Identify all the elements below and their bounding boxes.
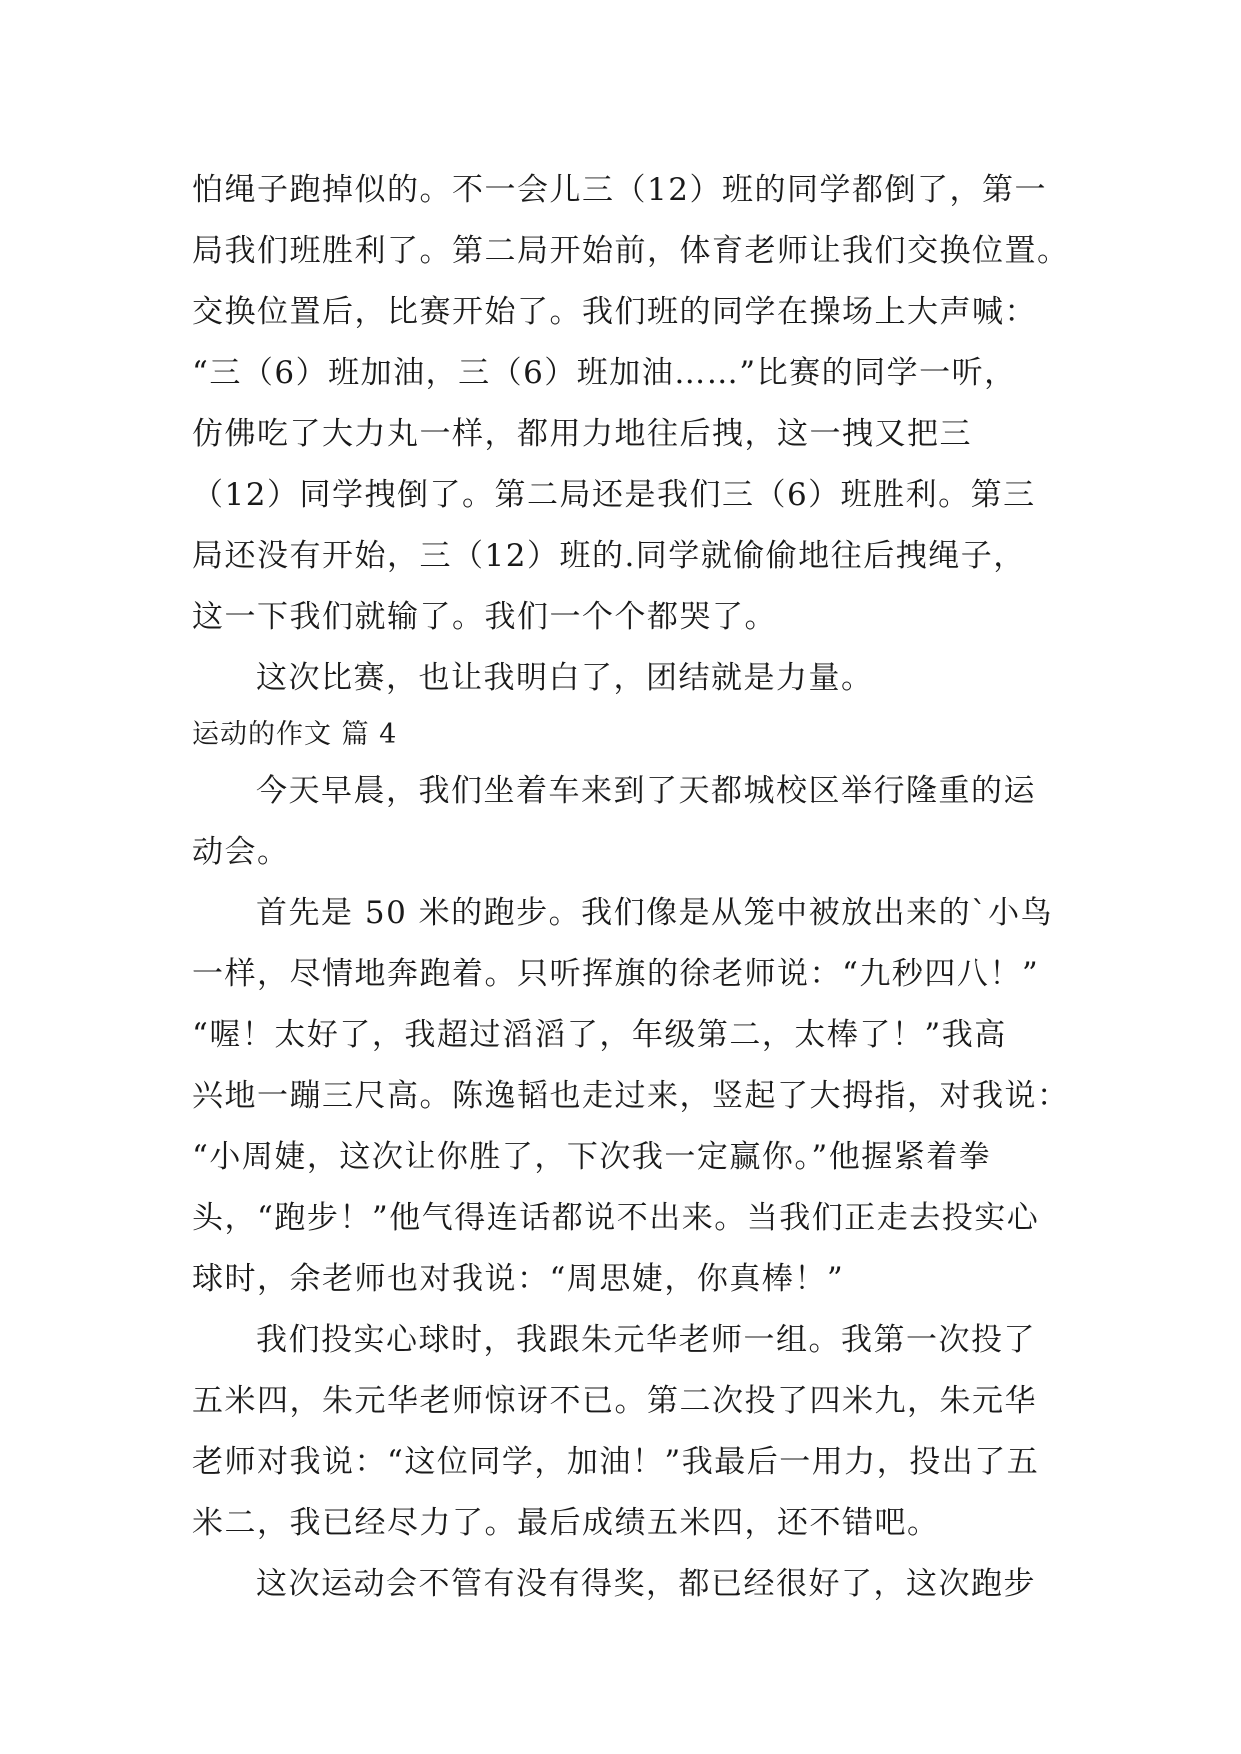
text-line: 怕绳子跑掉似的。不一会儿三（12）班的同学都倒了，第一	[192, 172, 1047, 208]
text-line: 交换位置后，比赛开始了。我们班的同学在操场上大声喊：	[192, 294, 1037, 330]
text-line: “喔！太好了，我超过滔滔了，年级第二，太棒了！”我高	[192, 1017, 1007, 1053]
paragraph-shot-put	[192, 1310, 1052, 1554]
text-line: 今天早晨，我们坐着车来到了天都城校区举行隆重的运	[256, 773, 1036, 809]
text-line: 头，“跑步！”他气得连话都说不出来。当我们正走去投实心	[192, 1200, 1040, 1236]
text-line: 老师对我说：“这位同学，加油！”我最后一用力，投出了五	[192, 1444, 1040, 1480]
text-line: 我们投实心球时，我跟朱元华老师一组。我第一次投了	[256, 1322, 1036, 1358]
text-line: 这次比赛，也让我明白了，团结就是力量。	[256, 660, 874, 696]
text-line: 米二，我已经尽力了。最后成绩五米四，还不错吧。	[192, 1505, 940, 1541]
text-line: 动会。	[192, 834, 290, 870]
text-line: 球时，余老师也对我说：“周思婕，你真棒！”	[192, 1261, 845, 1297]
text-line: 首先是 50 米的跑步。我们像是从笼中被放出来的`小鸟	[256, 895, 1054, 931]
paragraph-conclusion	[192, 648, 1052, 709]
text-line: 局还没有开始，三（12）班的.同学就偷偷地往后拽绳子，	[192, 538, 1026, 574]
text-line: 局我们班胜利了。第二局开始前，体育老师让我们交换位置。	[192, 233, 1070, 269]
text-line: “三（6）班加油，三（6）班加油……”比赛的同学一听，	[192, 355, 1017, 391]
paragraph-ending	[192, 1554, 1052, 1615]
text-line: （12）同学拽倒了。第二局还是我们三（6）班胜利。第三	[192, 477, 1036, 513]
text-line: 仿佛吃了大力丸一样，都用力地往后拽，这一拽又把三	[192, 416, 972, 452]
text-line: 这一下我们就输了。我们一个个都哭了。	[192, 599, 777, 635]
paragraph-tug-of-war	[192, 160, 1070, 648]
text-line: 这次运动会不管有没有得奖，都已经很好了，这次跑步	[256, 1566, 1036, 1602]
text-line: 兴地一蹦三尺高。陈逸韬也走过来，竖起了大拇指，对我说：	[192, 1078, 1070, 1114]
section-heading: 运动的作文 篇 4	[192, 719, 398, 750]
paragraph-intro	[192, 761, 1052, 883]
text-line: “小周婕，这次让你胜了，下次我一定赢你。”他握紧着拳	[192, 1139, 992, 1175]
text-line: 五米四，朱元华老师惊讶不已。第二次投了四米九，朱元华	[192, 1383, 1037, 1419]
paragraph-running	[192, 883, 1070, 1310]
document-body	[192, 160, 1070, 1615]
text-line: 一样，尽情地奔跑着。只听挥旗的徐老师说：“九秒四八！”	[192, 956, 1040, 992]
